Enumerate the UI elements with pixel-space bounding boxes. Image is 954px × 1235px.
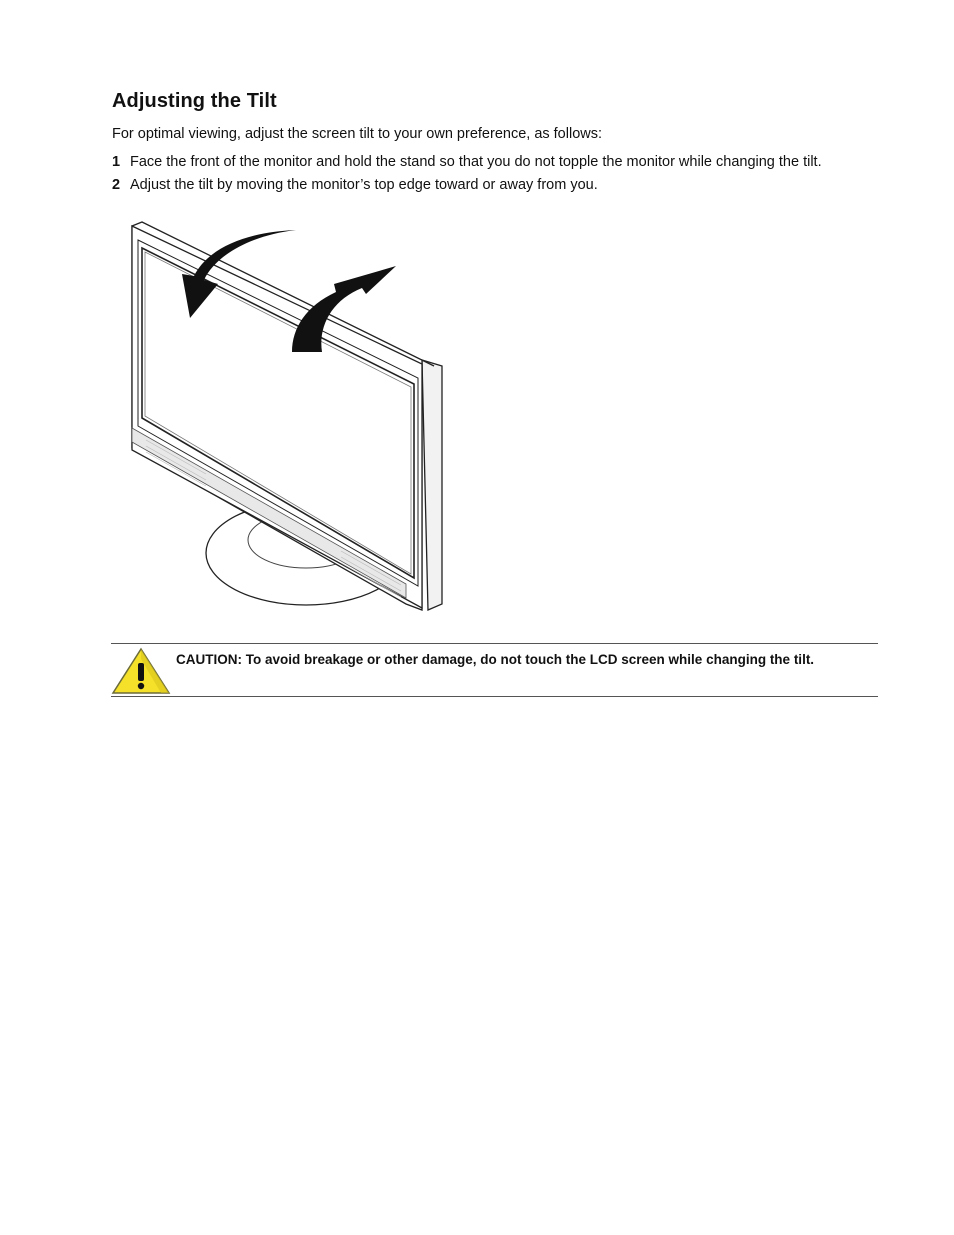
caution-box: [111, 643, 878, 697]
step-number: 1: [112, 154, 121, 170]
intro-paragraph: For optimal viewing, adjust the screen tilt to your own preference, as follows:: [112, 126, 603, 142]
steps-list: [112, 154, 822, 200]
step-text: Face the front of the monitor and hold the stand so that you do not topple the monitor while changing the tilt.: [130, 154, 822, 170]
page-title: Adjusting the Tilt: [112, 90, 277, 112]
step-item: [112, 177, 822, 200]
caution-text: CAUTION: To avoid breakage or other damage, do not touch the LCD screen while changing the tilt.: [176, 652, 815, 667]
step-text: Adjust the tilt by moving the monitor’s top edge toward or away from you.: [130, 177, 598, 193]
monitor-tilt-illustration: [126, 218, 446, 614]
step-item: [112, 154, 822, 177]
monitor-tilt-figure: [126, 218, 446, 614]
warning-icon: [111, 647, 171, 695]
step-number: 2: [112, 177, 121, 193]
